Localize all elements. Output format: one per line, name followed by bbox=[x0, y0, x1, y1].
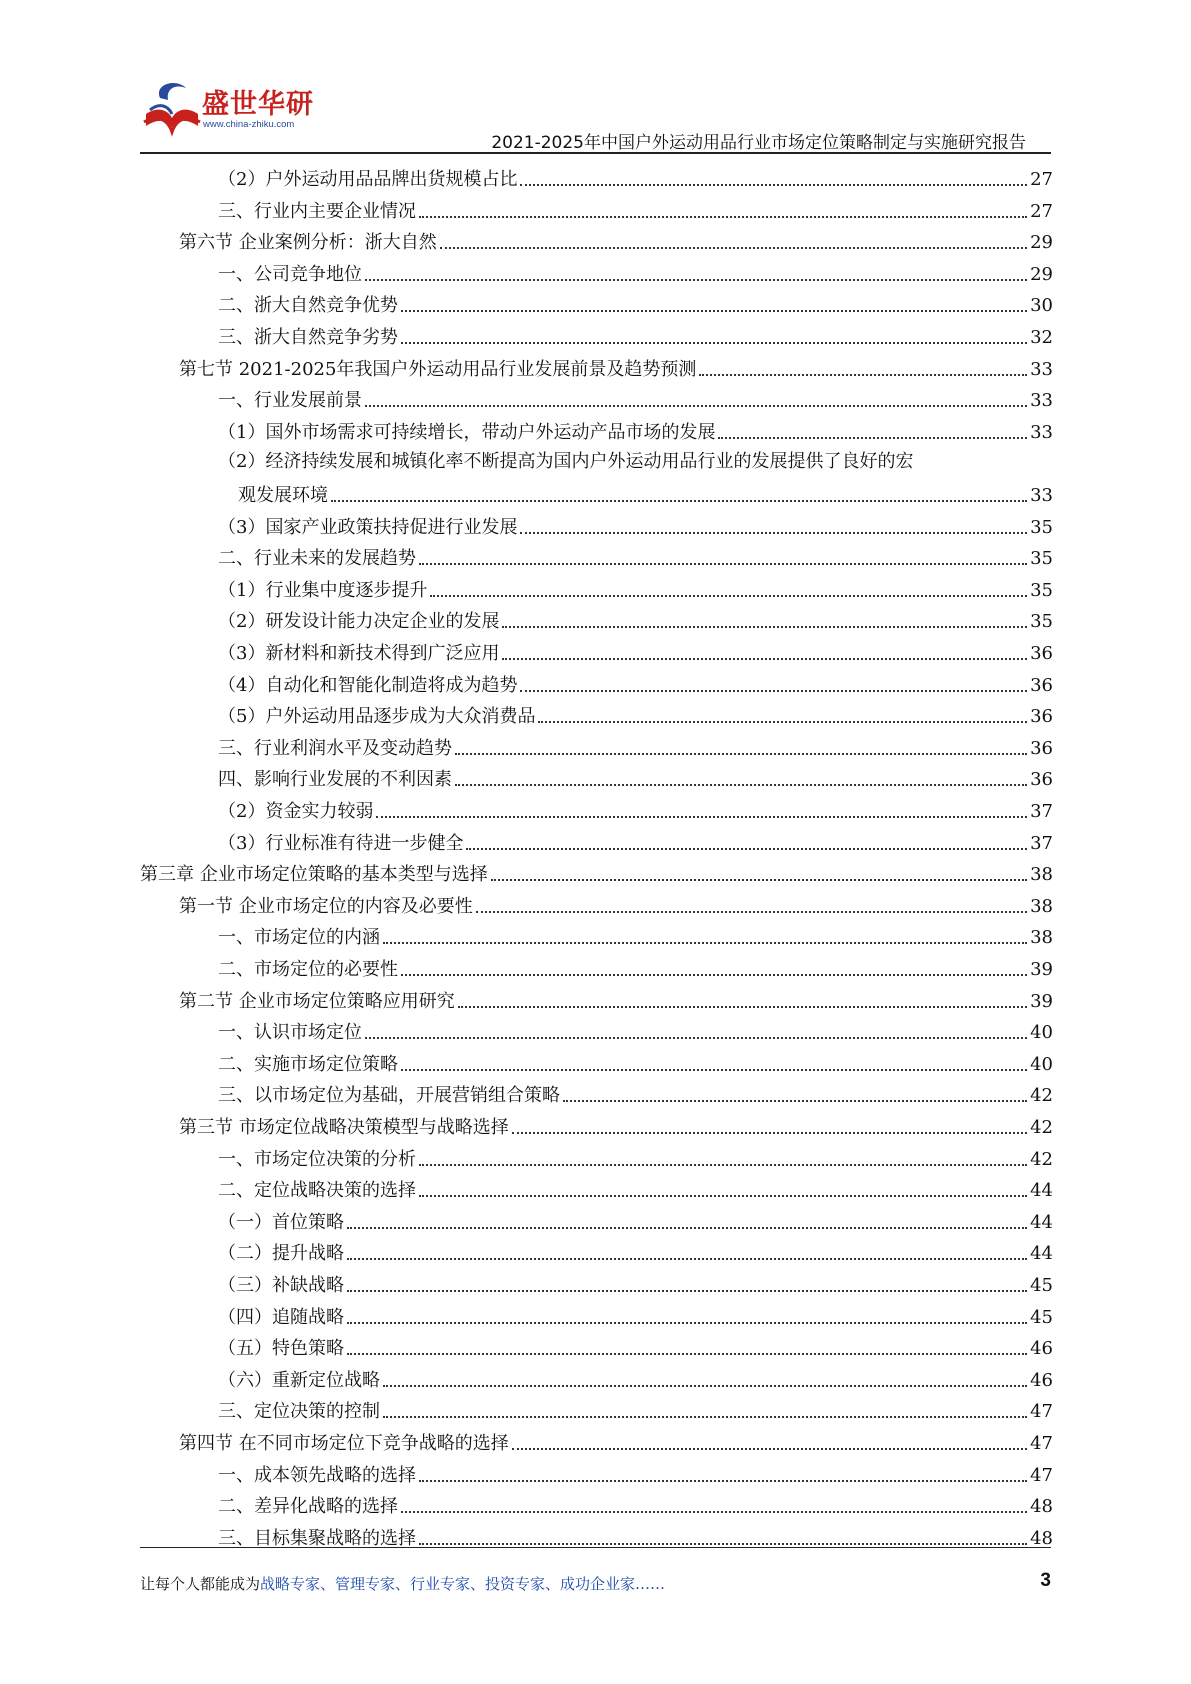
toc-page-number: 40 bbox=[1030, 1053, 1053, 1075]
toc-page-number: 47 bbox=[1030, 1433, 1053, 1454]
toc-dot-leader bbox=[466, 848, 1027, 850]
toc-entry-text: 三、目标集聚战略的选择 bbox=[218, 1527, 416, 1549]
header-divider bbox=[140, 152, 1051, 154]
toc-entry-text: （4）自动化和智能化制造将成为趋势 bbox=[218, 674, 518, 696]
toc-page-number: 46 bbox=[1030, 1369, 1053, 1391]
toc-entry[interactable] bbox=[218, 792, 1053, 823]
toc-page-number: 33 bbox=[1030, 421, 1053, 443]
toc-dot-leader bbox=[491, 879, 1027, 881]
toc-entry-text: （2）资金实力较弱 bbox=[218, 801, 374, 822]
toc-dot-leader bbox=[520, 532, 1027, 534]
toc-dot-leader bbox=[383, 1385, 1027, 1387]
toc-dot-leader bbox=[502, 658, 1027, 660]
toc-dot-leader bbox=[347, 1258, 1027, 1260]
toc-dot-leader bbox=[376, 816, 1027, 818]
toc-page-number: 33 bbox=[1030, 358, 1053, 380]
toc-dot-leader bbox=[440, 247, 1027, 249]
toc-entry[interactable] bbox=[218, 318, 1053, 349]
toc-entry-text: （三）补缺战略 bbox=[218, 1275, 344, 1296]
page-number: 3 bbox=[1040, 1570, 1051, 1591]
toc-page-number: 45 bbox=[1030, 1275, 1053, 1296]
toc-dot-leader bbox=[347, 1290, 1027, 1292]
toc-entry-text: 第二节 企业市场定位策略应用研究 bbox=[179, 990, 455, 1012]
toc-page-number: 33 bbox=[1030, 390, 1053, 412]
toc-page-number: 45 bbox=[1030, 1306, 1053, 1328]
footer-slogan-prefix: 让每个人都能成为 bbox=[140, 1575, 261, 1593]
toc-entry-text: （二）提升战略 bbox=[218, 1243, 344, 1265]
toc-entry[interactable] bbox=[179, 1108, 1053, 1139]
toc-page-number: 35 bbox=[1030, 548, 1053, 570]
toc-page-number: 29 bbox=[1030, 232, 1053, 254]
toc-entry-text: 二、实施市场定位策略 bbox=[218, 1053, 398, 1075]
toc-entry[interactable] bbox=[218, 729, 1053, 760]
toc-dot-leader bbox=[365, 279, 1027, 281]
toc-dot-leader bbox=[365, 1037, 1027, 1039]
toc-entry-text-continued: 观发展环境 bbox=[238, 485, 328, 506]
toc-entry-text: （1）国外市场需求可持续增长，带动户外运动产品市场的发展 bbox=[218, 421, 716, 443]
toc-dot-leader bbox=[365, 405, 1027, 407]
toc-page-number: 27 bbox=[1030, 200, 1053, 222]
toc-entry-text: 三、浙大自然竞争劣势 bbox=[218, 327, 398, 348]
toc-dot-leader bbox=[538, 721, 1027, 723]
toc-entry[interactable] bbox=[218, 508, 1053, 539]
toc-dot-leader bbox=[419, 563, 1027, 565]
toc-entry-text: （3）新材料和新技术得到广泛应用 bbox=[218, 643, 500, 664]
logo-book-icon bbox=[140, 80, 204, 142]
toc-entry-text: （3）行业标准有待进一步健全 bbox=[218, 832, 464, 854]
toc-entry-text: （四）追随战略 bbox=[218, 1306, 344, 1328]
toc-entry[interactable] bbox=[218, 1298, 1053, 1329]
toc-entry-text: 三、行业内主要企业情况 bbox=[218, 200, 416, 222]
toc-dot-leader bbox=[718, 437, 1027, 439]
toc-page-number: 33 bbox=[1030, 485, 1053, 506]
toc-entry-text: 一、行业发展前景 bbox=[218, 390, 362, 412]
toc-entry[interactable] bbox=[218, 760, 1053, 791]
toc-entry-text: （五）特色策略 bbox=[218, 1338, 344, 1360]
toc-entry-text: （2）经济持续发展和城镇化率不断提高为国内户外运动用品行业的发展提供了良好的宏 bbox=[218, 451, 914, 473]
toc-dot-leader bbox=[347, 1322, 1027, 1324]
company-logo bbox=[140, 80, 314, 142]
toc-entry-text: （1）行业集中度逐步提升 bbox=[218, 579, 428, 601]
toc-entry-text: 第一节 企业市场定位的内容及必要性 bbox=[179, 895, 473, 917]
toc-entry-text: 二、差异化战略的选择 bbox=[218, 1496, 398, 1518]
toc-dot-leader bbox=[563, 1100, 1027, 1102]
toc-dot-leader bbox=[455, 753, 1027, 755]
toc-entry[interactable] bbox=[218, 571, 1053, 602]
toc-dot-leader bbox=[502, 626, 1027, 628]
toc-entry[interactable] bbox=[218, 1392, 1053, 1423]
toc-entry-text: 二、行业未来的发展趋势 bbox=[218, 548, 416, 570]
toc-entry[interactable] bbox=[218, 539, 1053, 570]
footer-divider bbox=[140, 1547, 1051, 1548]
toc-page-number: 37 bbox=[1030, 832, 1053, 854]
toc-entry-text: 第七节 2021-2025年我国户外运动用品行业发展前景及趋势预测 bbox=[179, 358, 697, 380]
toc-entry[interactable] bbox=[218, 160, 1053, 191]
toc-entry[interactable] bbox=[218, 1140, 1053, 1171]
toc-page-number: 36 bbox=[1030, 674, 1053, 696]
toc-page-number: 36 bbox=[1030, 769, 1053, 791]
toc-entry-text: 一、公司竞争地位 bbox=[218, 263, 362, 285]
toc-entry[interactable] bbox=[238, 476, 1053, 507]
toc-entry-text: 一、认识市场定位 bbox=[218, 1022, 362, 1044]
toc-dot-leader bbox=[347, 1227, 1027, 1229]
toc-entry[interactable] bbox=[218, 1266, 1053, 1297]
toc-entry[interactable] bbox=[218, 1519, 1053, 1550]
toc-entry[interactable] bbox=[179, 982, 1053, 1013]
toc-page-number: 37 bbox=[1030, 801, 1053, 822]
toc-entry[interactable] bbox=[179, 1424, 1053, 1455]
toc-page-number: 36 bbox=[1030, 643, 1053, 664]
toc-page-number: 42 bbox=[1030, 1085, 1053, 1107]
toc-dot-leader bbox=[476, 911, 1027, 913]
toc-entry-text: 一、市场定位决策的分析 bbox=[218, 1148, 416, 1170]
toc-page-number: 44 bbox=[1030, 1243, 1053, 1265]
toc-dot-leader bbox=[401, 1511, 1027, 1513]
toc-dot-leader bbox=[383, 1416, 1027, 1418]
toc-dot-leader bbox=[458, 1006, 1027, 1008]
toc-entry[interactable] bbox=[218, 824, 1053, 855]
toc-entry-text: （2）户外运动用品品牌出货规模占比 bbox=[218, 169, 518, 190]
toc-page-number: 35 bbox=[1030, 611, 1053, 633]
toc-page-number: 36 bbox=[1030, 737, 1053, 759]
toc-dot-leader bbox=[401, 342, 1027, 344]
toc-dot-leader bbox=[419, 1195, 1027, 1197]
toc-dot-leader bbox=[419, 1543, 1027, 1545]
toc-page-number: 27 bbox=[1030, 169, 1053, 190]
toc-entry[interactable] bbox=[218, 1203, 1053, 1234]
toc-entry-text: 四、影响行业发展的不利因素 bbox=[218, 769, 452, 791]
toc-entry-text: （5）户外运动用品逐步成为大众消费品 bbox=[218, 706, 536, 728]
toc-page-number: 36 bbox=[1030, 706, 1053, 728]
toc-page-number: 35 bbox=[1030, 579, 1053, 601]
toc-page-number: 44 bbox=[1030, 1180, 1053, 1202]
toc-dot-leader bbox=[512, 1448, 1027, 1450]
toc-entry[interactable] bbox=[218, 286, 1053, 317]
toc-dot-leader bbox=[331, 500, 1027, 502]
toc-page-number: 42 bbox=[1030, 1148, 1053, 1170]
footer-slogan-highlight: 战略专家、管理专家、行业专家、投资专家、成功企业家…… bbox=[260, 1575, 666, 1593]
toc-entry-text: 二、市场定位的必要性 bbox=[218, 959, 398, 980]
toc-page-number: 47 bbox=[1030, 1464, 1053, 1486]
toc-entry-text: （3）国家产业政策扶持促进行业发展 bbox=[218, 516, 518, 538]
toc-page-number: 40 bbox=[1030, 1022, 1053, 1044]
toc-entry[interactable] bbox=[218, 1045, 1053, 1076]
toc-dot-leader bbox=[512, 1132, 1027, 1134]
toc-entry[interactable] bbox=[218, 697, 1053, 728]
toc-page-number: 38 bbox=[1030, 895, 1053, 917]
toc-entry[interactable] bbox=[218, 413, 1053, 444]
toc-entry-text: 二、浙大自然竞争优势 bbox=[218, 295, 398, 317]
toc-entry[interactable] bbox=[218, 950, 1053, 981]
toc-dot-leader bbox=[520, 690, 1027, 692]
toc-page-number: 38 bbox=[1030, 864, 1053, 886]
toc-dot-leader bbox=[419, 1164, 1027, 1166]
toc-entry-text: 第三章 企业市场定位策略的基本类型与选择 bbox=[140, 864, 488, 886]
toc-entry-text: 一、成本领先战略的选择 bbox=[218, 1464, 416, 1486]
toc-entry-text: 三、定位决策的控制 bbox=[218, 1401, 380, 1423]
toc-entry-text: 第六节 企业案例分析：浙大自然 bbox=[179, 232, 437, 254]
toc-entry[interactable] bbox=[140, 855, 1053, 886]
toc-entry[interactable] bbox=[218, 192, 1053, 223]
toc-dot-leader bbox=[401, 310, 1027, 312]
toc-entry-text: （2）研发设计能力决定企业的发展 bbox=[218, 611, 500, 633]
toc-entry[interactable] bbox=[218, 634, 1053, 665]
toc-entry[interactable] bbox=[218, 1487, 1053, 1518]
toc-page-number: 39 bbox=[1030, 990, 1053, 1012]
logo-name: 盛世华研 bbox=[202, 89, 314, 120]
toc-entry[interactable] bbox=[218, 666, 1053, 697]
footer-slogan bbox=[140, 1573, 665, 1594]
toc-page-number: 44 bbox=[1030, 1211, 1053, 1233]
toc-entry-text: （六）重新定位战略 bbox=[218, 1369, 380, 1391]
toc-page-number: 46 bbox=[1030, 1338, 1053, 1360]
toc-page-number: 47 bbox=[1030, 1401, 1053, 1423]
logo-url: www.china-zhiku.com bbox=[203, 119, 295, 130]
toc-entry-text: 一、市场定位的内涵 bbox=[218, 927, 380, 949]
toc-page-number: 35 bbox=[1030, 516, 1053, 538]
toc-entry-text: 二、定位战略决策的选择 bbox=[218, 1180, 416, 1202]
toc-dot-leader bbox=[383, 942, 1027, 944]
toc-dot-leader bbox=[419, 1480, 1027, 1482]
toc-entry-text: 第四节 在不同市场定位下竞争战略的选择 bbox=[179, 1433, 509, 1454]
toc-entry[interactable] bbox=[218, 1013, 1053, 1044]
toc-page-number: 48 bbox=[1030, 1496, 1053, 1518]
toc-dot-leader bbox=[401, 974, 1027, 976]
toc-entry-text: 第三节 市场定位战略决策模型与战略选择 bbox=[179, 1117, 509, 1138]
toc-dot-leader bbox=[455, 784, 1027, 786]
toc-dot-leader bbox=[347, 1353, 1027, 1355]
toc-entry[interactable] bbox=[179, 887, 1053, 918]
toc-entry[interactable] bbox=[179, 350, 1053, 381]
toc-dot-leader bbox=[401, 1069, 1027, 1071]
toc-page-number: 39 bbox=[1030, 959, 1053, 980]
toc-page-number: 29 bbox=[1030, 263, 1053, 285]
toc-entry[interactable] bbox=[218, 602, 1053, 633]
toc-entry[interactable] bbox=[218, 1171, 1053, 1202]
toc-entry[interactable] bbox=[218, 381, 1053, 412]
toc-entry[interactable] bbox=[218, 1361, 1053, 1392]
toc-page-number: 48 bbox=[1030, 1527, 1053, 1549]
toc-entry[interactable] bbox=[218, 918, 1053, 949]
toc-page-number: 32 bbox=[1030, 327, 1053, 348]
toc-page-number: 30 bbox=[1030, 295, 1053, 317]
toc-page-number: 42 bbox=[1030, 1117, 1053, 1138]
toc-entry-text: （一）首位策略 bbox=[218, 1211, 344, 1233]
toc-dot-leader bbox=[520, 184, 1027, 186]
toc-entry[interactable] bbox=[218, 1456, 1053, 1487]
toc-entry[interactable] bbox=[218, 1234, 1053, 1265]
toc-entry[interactable] bbox=[218, 255, 1053, 286]
toc-entry[interactable] bbox=[179, 223, 1053, 254]
toc-entry[interactable] bbox=[218, 1329, 1053, 1360]
toc-page-number: 38 bbox=[1030, 927, 1053, 949]
toc-entry-text: 三、行业利润水平及变动趋势 bbox=[218, 737, 452, 759]
report-title: 2021-2025年中国户外运动用品行业市场定位策略制定与实施研究报告 bbox=[491, 133, 1026, 153]
toc-entry[interactable] bbox=[218, 1076, 1053, 1107]
toc-dot-leader bbox=[699, 374, 1027, 376]
toc-entry-text: 三、以市场定位为基础，开展营销组合策略 bbox=[218, 1085, 560, 1107]
toc-dot-leader bbox=[430, 595, 1027, 597]
toc-dot-leader bbox=[419, 216, 1027, 218]
